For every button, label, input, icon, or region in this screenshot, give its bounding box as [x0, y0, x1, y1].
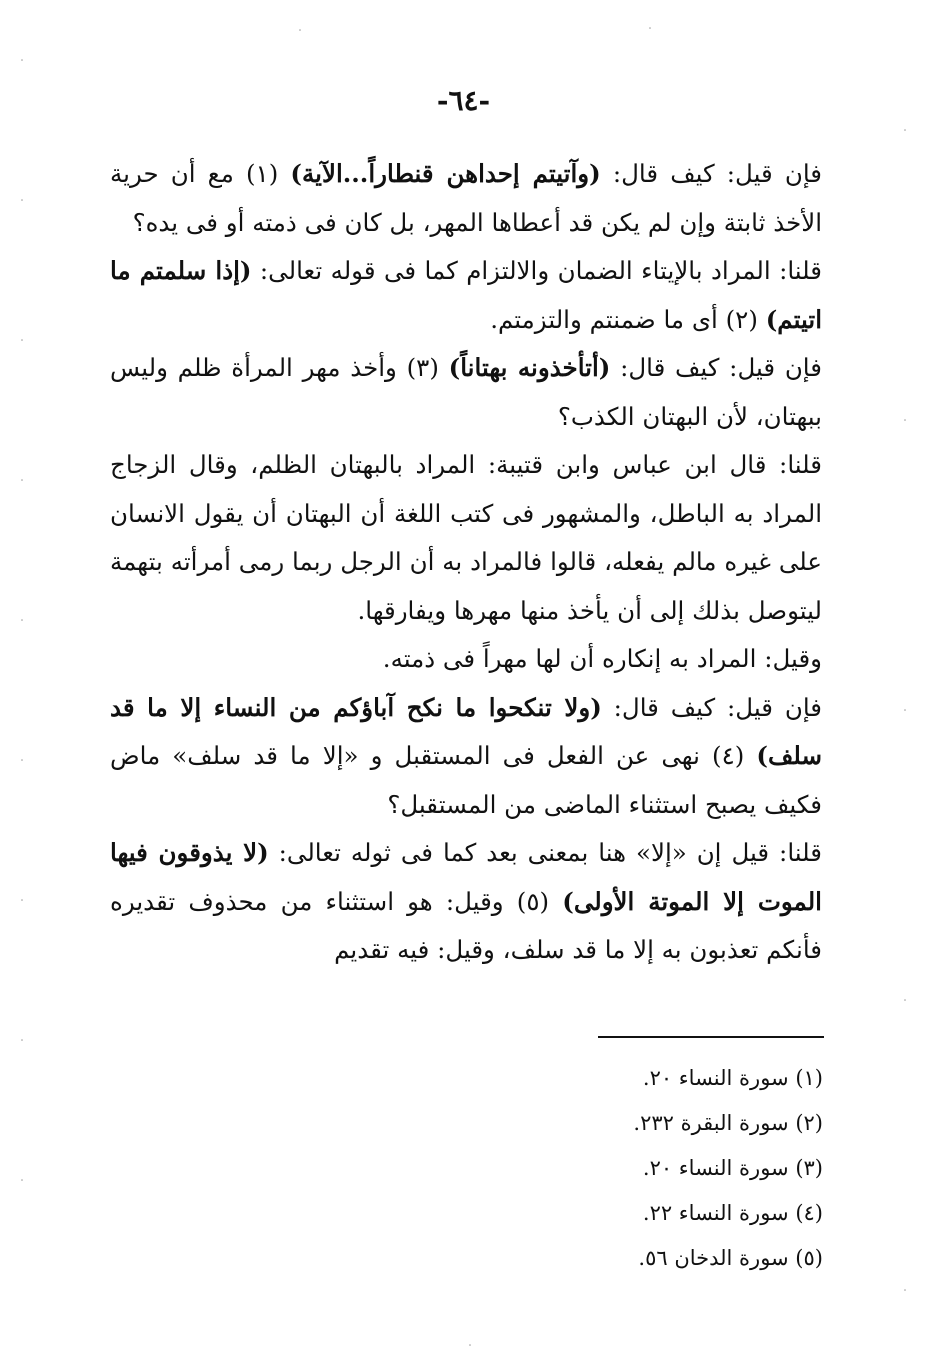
paragraph-1-intro: فإن قيل: كيف قال:	[600, 159, 822, 188]
paragraph-3-intro: فإن قيل: كيف قال:	[610, 353, 822, 382]
quran-quote-1: (وآتيتم إحداهن قنطاراً...الآية)	[290, 159, 601, 188]
footnote-4: (٤) سورة النساء ٢٢.	[642, 1201, 823, 1225]
footnote-5: (٥) سورة الدخان ٥٦.	[638, 1246, 823, 1270]
paragraph-7	[110, 829, 822, 975]
paragraph-2	[110, 247, 822, 344]
paragraph-3-rest: (٣) وأخذ مهر المرأة ظلم وليس ببهتان، لأن البهتان الكذب؟	[110, 353, 822, 431]
paragraph-7-intro: قلنا: قيل إن «إلا» هنا بمعنى بعد كما فى ثوله تعالى:	[268, 838, 822, 867]
page-number: -٦٤-	[436, 84, 491, 117]
footnote-2: (٢) سورة البقرة ٢٣٢.	[633, 1111, 823, 1135]
footnote-3: (٣) سورة النساء ٢٠.	[642, 1156, 823, 1180]
main-text	[110, 150, 822, 975]
paragraph-3	[110, 344, 822, 441]
footnote-divider	[598, 1036, 824, 1038]
paragraph-7-rest: (٥) وقيل: هو استثناء من محذوف تقديره فأنكم تعذبون به إلا ما قد سلف، وقيل: فيه تقديم	[110, 886, 822, 964]
quran-quote-5: (لا يذوقون فيها الموت إلا الموتة الأولى)	[110, 838, 822, 916]
paragraph-6	[110, 684, 822, 830]
paragraph-6-intro: فإن قيل: كيف قال:	[601, 692, 822, 722]
footnote-1: (١) سورة النساء ٢٠.	[642, 1066, 823, 1090]
paragraph-6-rest: (٤) نهى عن الفعل فى المستقبل و «إلا ما قد سلف» ماض فكيف يصبح استثناء الماضى من المستقبل؟	[110, 741, 822, 819]
quran-quote-4: (ولا تنكحوا ما نكح آباؤكم من النساء إلا ما قد سلف)	[110, 692, 822, 770]
quran-quote-3: (أتأخذونه بهتاناً)	[448, 353, 611, 382]
paragraph-1	[110, 150, 822, 247]
paragraph-2-intro: قلنا: المراد بالإيتاء الضمان والالتزام كما فى قوله تعالى:	[251, 256, 823, 285]
paragraph-1-rest: (١) مع أن حرية الأخذ ثابتة وإن لم يكن قد أعطاها المهر، بل كان فى ذمته أو فى يده؟	[110, 159, 822, 237]
paragraph-2-rest: (٢) أى ما ضمنتم والتزمتم.	[490, 304, 766, 334]
footnotes	[503, 1056, 823, 1281]
paragraph-5: وقيل: المراد به إنكاره أن لها مهراً فى ذمته.	[382, 644, 822, 673]
quran-quote-2: (إذا سلمتم ما اتيتم)	[110, 256, 822, 334]
paragraph-4: قلنا: قال ابن عباس وابن قتيبة: المراد بالبهتان الظلم، وقال الزجاج المراد به الباطل، والمشهور فى كتب اللغة أن البهتان أن يقول الانسان على غيره مالم يفعله، قالوا فالمراد به أن الرجل ربما رمى أمرأته بتهمة ليتوصل بذلك إلى أن يأخذ منها مهرها ويفارقها.	[110, 450, 822, 625]
